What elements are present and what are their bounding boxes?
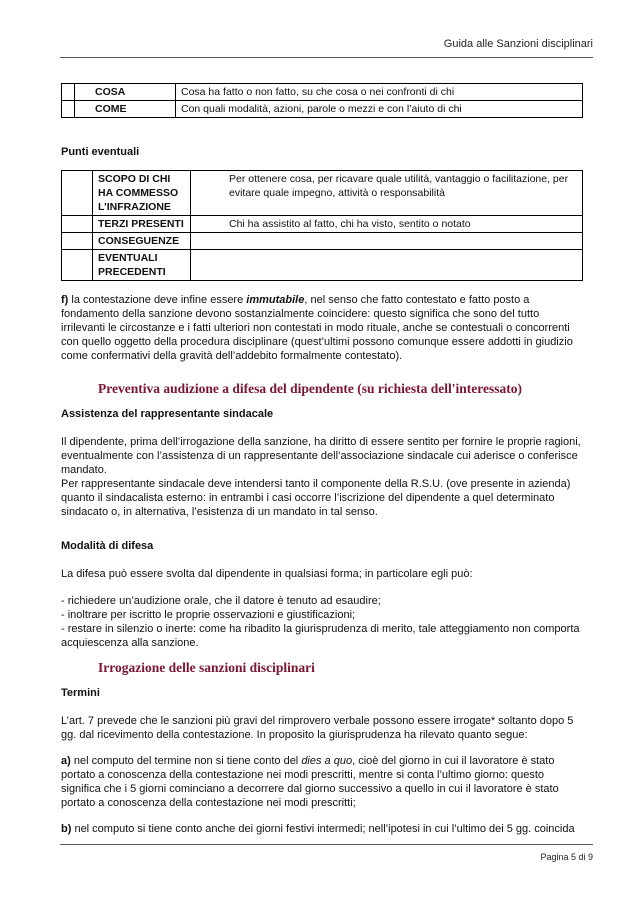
table-row xyxy=(62,250,583,281)
punti-eventuali-heading: Punti eventuali xyxy=(61,146,140,158)
paragraph-f xyxy=(61,293,583,363)
assistenza-text xyxy=(61,435,583,519)
row-label: COSA xyxy=(75,84,176,101)
row-value xyxy=(191,250,583,281)
paragraph-text: nel computo si tiene conto anche dei giorni festivi intermedi; nell’ipotesi in cui l’ultimo dei 5 gg. coincida xyxy=(71,823,575,835)
row-value xyxy=(191,233,583,250)
termini-paragraph: L’art. 7 prevede che le sanzioni più gravi del rimprovero verbale possono essere irrogate* soltanto dopo 5 gg. dal ricevimento della contestazione. In proposito la giurisprudenza ha rilevato quanto segue: xyxy=(61,715,574,741)
paragraph-text: , nel senso che fatto contestato e fatto posto a fondamento della sanzione devono sostanzialmente coincidere: questo significa che sono del tutto irrilevanti le circostanze e i fatti ulteriori non contestati in modo rituale, anche se contestuali o concorrenti con quello oggetto della procedura disciplinare (quest’ultimi possono comunque essere addotti in giudizio come confermativi della gravità dell’addebito formalmente contestato). xyxy=(61,294,573,362)
row-value: Per ottenere cosa, per ricavare quale utilità, vantaggio o facilitazione, per evitare quale impegno, attività o responsabilità xyxy=(191,171,583,216)
table-row xyxy=(62,101,583,118)
difesa-intro: La difesa può essere svolta dal dipendente in qualsiasi forma; in particolare egli può: xyxy=(61,568,473,580)
list-item: - richiedere un’audizione orale, che il datore è tenuto ad esaudire; xyxy=(61,595,381,607)
row-value: Chi ha assistito al fatto, chi ha visto, sentito o notato xyxy=(191,216,583,233)
row-label: SCOPO DI CHI HA COMMESSO L’INFRAZIONE xyxy=(93,171,191,216)
table-what-how xyxy=(61,83,583,118)
list-item: - restare in silenzio o inerte: come ha ribadito la giurisprudenza di merito, tale atteggiamento non comporta acquiescenza alla sanzione. xyxy=(61,623,580,649)
paragraph-text: nel computo del termine non si tiene conto del xyxy=(70,755,302,767)
emphasis: immutabile xyxy=(246,294,305,306)
termini-heading: Termini xyxy=(61,687,100,699)
item-marker: f) xyxy=(61,294,69,306)
row-value: Cosa ha fatto o non fatto, su che cosa o nei confronti di chi xyxy=(176,84,583,101)
row-label: EVENTUALI PRECEDENTI xyxy=(93,250,191,281)
emphasis: dies a quo xyxy=(301,755,353,767)
paragraph: Per rappresentante sindacale deve intendersi tanto il componente della R.S.U. (ove presente in azienda) quanto il sindacalista esterno: in entrambi i casi occorre l’iscrizione del dipendente a quel determinato sindacato o, in alternativa, l’esistenza di un mandato in tal senso. xyxy=(61,478,571,518)
item-marker: b) xyxy=(61,823,72,835)
table-optional-points xyxy=(61,170,583,281)
paragraph: Il dipendente, prima dell’irrogazione della sanzione, ha diritto di essere sentito per fornire le proprie ragioni, eventualmente con l’assistenza di un rappresentante dell’associazione sindacale cui aderisce o conferisce mandato. xyxy=(61,436,581,476)
difesa-list xyxy=(61,594,583,650)
header-rule xyxy=(60,57,593,58)
section-title-irrogazione: Irrogazione delle sanzioni disciplinari xyxy=(98,660,315,675)
table-row xyxy=(62,84,583,101)
list-item: - inoltrare per iscritto le proprie osservazioni e giustificazioni; xyxy=(61,609,356,621)
paragraph-a xyxy=(61,754,583,810)
modalita-difesa-heading: Modalità di difesa xyxy=(61,540,154,552)
section-title-audizione: Preventiva audizione a difesa del dipendente (su richiesta dell'interessato) xyxy=(98,381,522,396)
page-number: Pagina 5 di 9 xyxy=(540,852,593,862)
table-row xyxy=(62,233,583,250)
paragraph-text: la contestazione deve infine essere xyxy=(68,294,247,306)
row-label: COME xyxy=(75,101,176,118)
footer-rule xyxy=(60,844,593,845)
paragraph-text: , cioè del giorno in cui il lavoratore è stato portato a conoscenza della contestazione nei modi prescritti, mentre si conta l’ultimo giorno: questo significa che i 5 giorni cominciano a decorrere dal giorno successivo a quello in cui il lavoratore è stato portato a conoscenza della contestazione nei modi prescritti; xyxy=(61,755,559,809)
paragraph-b xyxy=(61,822,583,836)
item-marker: a) xyxy=(61,755,71,767)
row-label: CONSEGUENZE xyxy=(93,233,191,250)
row-label: TERZI PRESENTI xyxy=(93,216,191,233)
running-header: Guida alle Sanzioni disciplinari xyxy=(443,38,593,50)
row-value: Con quali modalità, azioni, parole o mezzi e con l’aiuto di chi xyxy=(176,101,583,118)
assistenza-heading: Assistenza del rappresentante sindacale xyxy=(61,408,274,420)
table-row xyxy=(62,171,583,216)
table-row xyxy=(62,216,583,233)
